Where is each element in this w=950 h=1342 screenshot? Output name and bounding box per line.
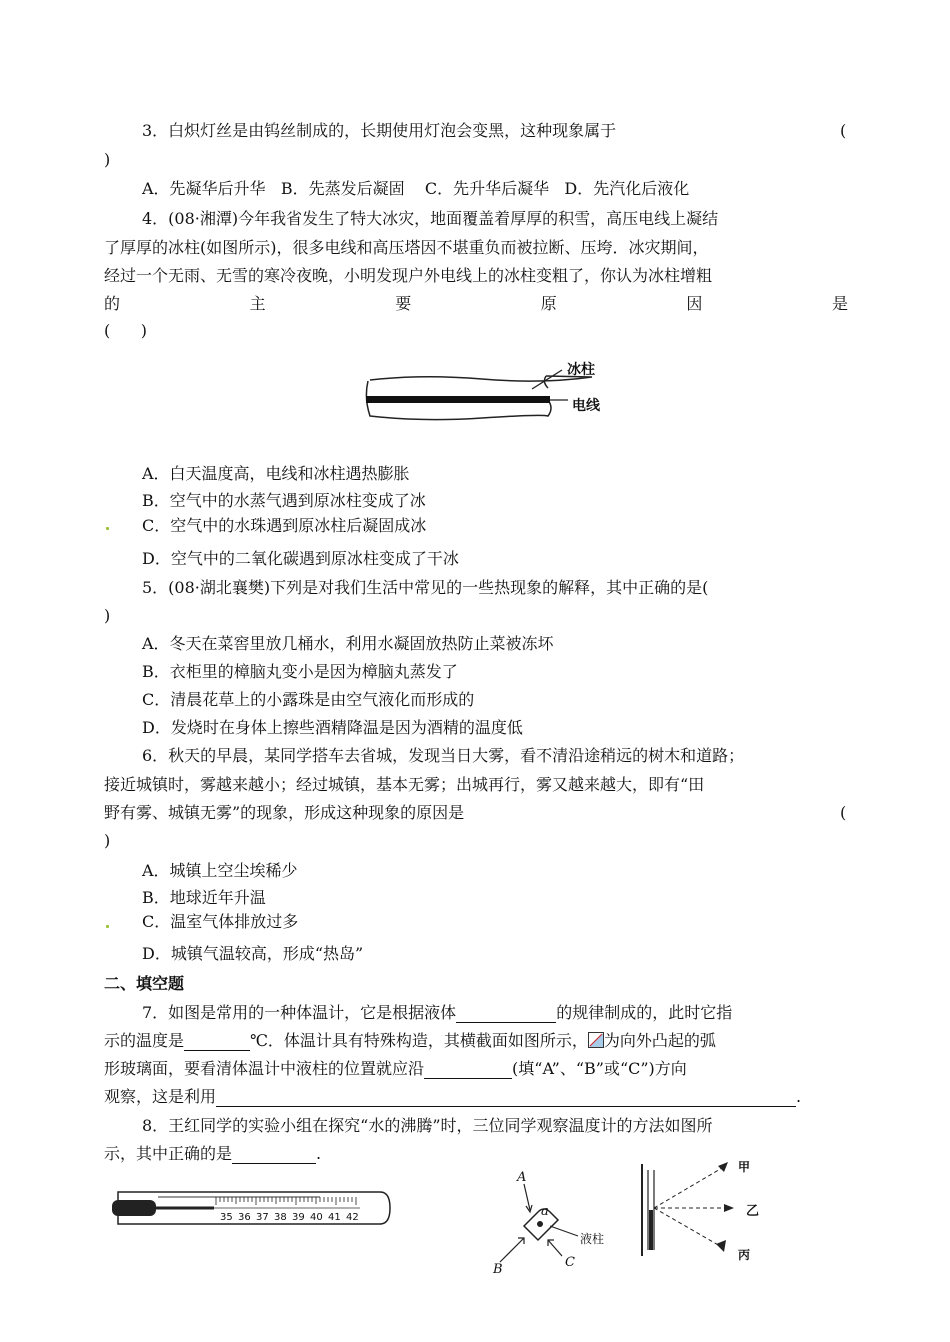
q4-option-c: C．空气中的水珠遇到原冰柱后凝固成冰 — [142, 516, 427, 535]
q6-paren-close: ) — [104, 831, 111, 850]
q4-line4 — [104, 294, 848, 314]
answer-blank[interactable] — [216, 1090, 796, 1107]
q7-text: 示的温度是 — [104, 1031, 185, 1050]
q6-line3: 野有雾、城镇无雾”的现象，形成这种现象的原因是 — [104, 803, 465, 822]
q5-option-a: A．冬天在菜窖里放几桶水，利用水凝固放热防止菜被冻坏 — [142, 634, 554, 653]
label-a-lower: a — [541, 1204, 549, 1219]
q7-line1 — [142, 1003, 732, 1023]
tick-label: 42 — [346, 1212, 359, 1223]
q4-line3: 经过一个无雨、无雪的寒冷夜晚，小明发现户外电线上的冰柱变粗了，你认为冰柱增粗 — [104, 266, 713, 285]
q5-option-b: B．衣柜里的樟脑丸变小是因为樟脑丸蒸发了 — [142, 662, 458, 681]
tick-label: 35 — [220, 1212, 233, 1223]
q5-stem: 5．(08·湖北襄樊)下列是对我们生活中常见的一些热现象的解释，其中正确的是( — [142, 578, 709, 597]
eye-icon — [716, 1240, 726, 1252]
q6-option-a: A．城镇上空尘埃稀少 — [142, 861, 298, 880]
tick-label: 38 — [274, 1212, 287, 1223]
q4-line1: 4．(08·湘潭)今年我省发生了特大冰灾，地面覆盖着厚厚的积雪，高压电线上凝结 — [142, 209, 719, 228]
q7-text: 7．如图是常用的一种体温计，它是根据液体 — [142, 1003, 457, 1022]
q4-word: 主 — [249, 294, 266, 313]
tick-label: 40 — [310, 1212, 323, 1223]
tick-label: 39 — [292, 1212, 305, 1223]
q6-option-d: D．城镇气温较高，形成“热岛” — [142, 944, 364, 963]
answer-blank[interactable] — [232, 1147, 316, 1164]
q7-text: ℃．体温计具有特殊构造，其横截面如图所示， — [250, 1031, 588, 1050]
q5-option-c: C．清晨花草上的小露珠是由空气液化而形成的 — [142, 690, 475, 709]
q7-text: (填“A”、“B”或“C”)方向 — [512, 1059, 687, 1078]
q4-word: 原 — [540, 294, 557, 313]
eye-icon — [718, 1162, 728, 1172]
q4-paren: ( ) — [104, 321, 147, 340]
q4-word: 是 — [831, 294, 848, 313]
tick-label: 36 — [238, 1212, 251, 1223]
answer-blank[interactable] — [424, 1062, 512, 1079]
q4-option-a: A．白天温度高，电线和冰柱遇热膨胀 — [142, 464, 410, 483]
q6-line2: 接近城镇时，雾越来越小；经过城镇，基本无雾；出城再行，雾又越来越大，即有“田 — [104, 775, 705, 794]
margin-mark — [106, 925, 109, 928]
q5-option-d: D．发烧时在身体上擦些酒精降温是因为酒精的温度低 — [142, 718, 523, 737]
q8-text: 示，其中正确的是 — [104, 1144, 233, 1163]
q8-line2 — [104, 1144, 321, 1164]
q7-text: . — [796, 1087, 802, 1106]
answer-blank[interactable] — [456, 1006, 556, 1023]
q4-option-d: D．空气中的二氧化碳遇到原冰柱变成了干冰 — [142, 549, 459, 568]
thermometer-figure — [110, 1186, 392, 1230]
q4-word: 因 — [686, 294, 703, 313]
q3-paren-open: ( — [840, 121, 847, 140]
q6-option-c: C．温室气体排放过多 — [142, 912, 299, 931]
q4-option-b: B．空气中的水蒸气遇到原冰柱变成了冰 — [142, 491, 426, 510]
section-title: 二、填空题 — [104, 974, 185, 993]
wire-core — [366, 396, 550, 403]
label-c: C — [565, 1255, 575, 1270]
eye-icon — [724, 1204, 734, 1212]
label-liquid-column: 液柱 — [580, 1232, 605, 1246]
label-yi: 乙 — [746, 1204, 760, 1219]
convex-glass-icon — [588, 1032, 604, 1048]
q6-line1: 6．秋天的早晨，某同学搭车去省城，发现当日大雾，看不清沿途稍远的树木和道路； — [142, 746, 745, 765]
q4-word: 要 — [395, 294, 412, 313]
tick-label: 41 — [328, 1212, 341, 1223]
q8-line1: 8．王红同学的实验小组在探究“水的沸腾”时，三位同学观察温度计的方法如图所 — [142, 1116, 713, 1135]
q7-text: 的规律制成的，此时它指 — [556, 1003, 733, 1022]
q7-text: 形玻璃面，要看清体温计中液柱的位置就应沿 — [104, 1059, 425, 1078]
q7-line4 — [104, 1087, 801, 1107]
q3-paren-close: ) — [104, 150, 111, 169]
tick-label: 37 — [256, 1212, 269, 1223]
q7-text: 为向外凸起的弧 — [603, 1031, 716, 1050]
cross-section-figure — [486, 1166, 626, 1278]
q8-text: . — [316, 1144, 322, 1163]
label-bing: 丙 — [738, 1248, 751, 1262]
q5-paren-close: ) — [104, 606, 111, 625]
label-jia: 甲 — [738, 1160, 751, 1174]
margin-mark — [106, 527, 109, 530]
q4-word: 的 — [104, 294, 121, 313]
q4-line2: 了厚厚的冰柱(如图所示)，很多电线和高压塔因不堪重负而被拉断、压垮．冰灾期间， — [104, 238, 709, 257]
q7-text: 观察，这是利用 — [104, 1087, 217, 1106]
q6-option-b: B．地球近年升温 — [142, 888, 266, 907]
label-a-upper: A — [517, 1170, 527, 1185]
q3-stem: 3．白炽灯丝是由钨丝制成的，长期使用灯泡会变黑，这种现象属于 — [142, 121, 617, 140]
thermometer-bulb — [112, 1200, 156, 1216]
answer-blank[interactable] — [184, 1034, 250, 1051]
wire-label: 电线 — [572, 398, 600, 414]
q3-options: A．先凝华后升华 B．先蒸发后凝固 C．先升华后凝华 D．先汽化后液化 — [142, 179, 690, 198]
q7-line2 — [104, 1031, 716, 1051]
q7-line3 — [104, 1059, 687, 1079]
label-b: B — [493, 1262, 503, 1277]
q6-paren-open: ( — [840, 803, 847, 822]
ice-label: 冰柱 — [567, 362, 595, 378]
